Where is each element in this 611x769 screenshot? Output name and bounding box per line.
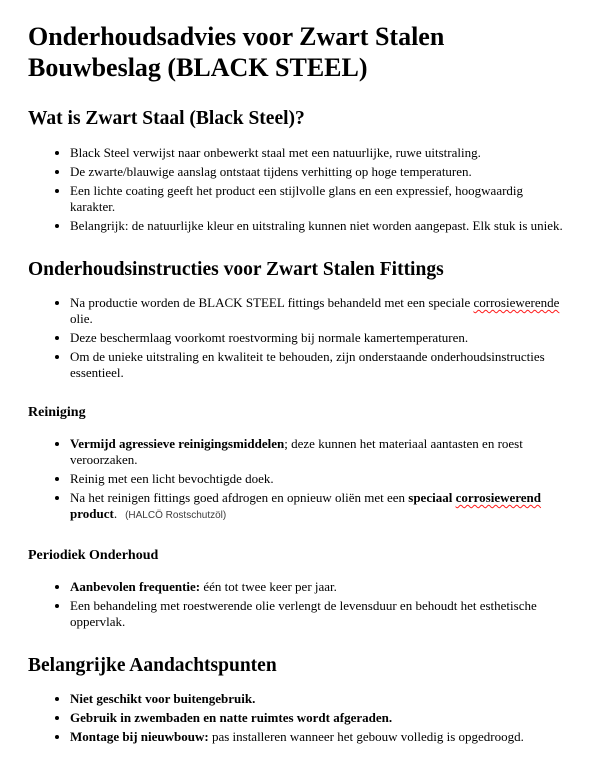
bullet-list-instructions [28, 295, 581, 381]
list-item-text: Reinig met een licht bevochtigde doek. [70, 470, 274, 486]
bold-text: product [70, 505, 114, 521]
list-item [70, 164, 581, 180]
section-heading-instructions: Onderhoudsinstructies voor Zwart Stalen Fittings [28, 258, 444, 280]
list-item-text: één tot twee keer per jaar. [200, 578, 337, 594]
bold-text: Vermijd agressieve reinigingsmiddelen [70, 435, 285, 451]
list-item [70, 710, 581, 726]
list-item [70, 218, 581, 234]
list-item-text: olie. [70, 311, 93, 327]
list-item-text: Om de unieke uitstraling en kwaliteit te behouden, zijn onderstaande onderhoudsinstructies essentieel. [70, 349, 545, 381]
list-item-text: De zwarte/blauwige aanslag ontstaat tijdens verhitting op hoge temperaturen. [70, 163, 472, 179]
list-item [70, 598, 581, 630]
list-item [70, 349, 581, 381]
section-heading-important: Belangrijke Aandachtspunten [28, 654, 277, 676]
list-item [70, 330, 581, 346]
bold-text: Niet geschikt voor buitengebruik. [70, 691, 256, 707]
list-item [70, 729, 581, 745]
bold-text: Aanbevolen frequentie: [70, 578, 201, 594]
bold-text: speciaal [408, 489, 456, 505]
subsection-heading-periodic: Periodiek Onderhoud [28, 547, 159, 563]
bullet-list-important [28, 691, 581, 745]
list-item-text: Een behandeling met roestwerende olie verlengt de levensduur en behoudt het esthetische oppervlak. [70, 597, 537, 629]
list-item-text: Belangrijk: de natuurlijke kleur en uitstraling kunnen niet worden aangepast. Elk stuk is uniek. [70, 217, 563, 233]
misspelled-word: corrosiewerend [455, 489, 542, 505]
list-item-text: Deze beschermlaag voorkomt roestvorming bij normale kamertemperaturen. [70, 330, 469, 346]
bullet-list-cleaning [28, 436, 581, 524]
list-item [70, 579, 581, 595]
list-item [70, 436, 581, 468]
list-item [70, 691, 581, 707]
list-item-text: ; deze kunnen het materiaal aantasten en roest veroorzaken. [70, 435, 523, 467]
bullet-list-what-is [28, 145, 581, 234]
subsection-heading-cleaning: Reiniging [28, 405, 86, 421]
list-item [70, 183, 581, 215]
section-heading-what-is: Wat is Zwart Staal (Black Steel)? [28, 108, 305, 130]
list-item-text: Na het reinigen fittings goed afdrogen en opnieuw oliën met een [70, 489, 409, 505]
list-item-text: Black Steel verwijst naar onbewerkt staal met een natuurlijke, ruwe uitstraling. [70, 144, 481, 160]
list-item-text: . [113, 505, 118, 521]
bold-text: Montage bij nieuwbouw: [70, 729, 209, 745]
list-item [70, 490, 581, 524]
list-item-text: pas installeren wanneer het gebouw volledig is opgedroogd. [208, 729, 524, 745]
bold-text: Gebruik in zwembaden en natte ruimtes wordt afgeraden. [70, 710, 393, 726]
list-item [70, 295, 581, 327]
list-item-text: Na productie worden de BLACK STEEL fittings behandeld met een speciale [70, 295, 474, 311]
product-note: (HALCÖ Rostschutzöl) [125, 509, 227, 521]
list-item [70, 145, 581, 161]
document-title: Onderhoudsadvies voor Zwart Stalen Bouwbeslag (BLACK STEEL) [28, 22, 445, 82]
list-item-text: Een lichte coating geeft het product een stijlvolle glans en een expressief, hoogwaardig karakter. [70, 182, 524, 214]
bullet-list-periodic [28, 579, 581, 630]
misspelled-word: corrosiewerende [473, 295, 560, 311]
list-item [70, 471, 581, 487]
